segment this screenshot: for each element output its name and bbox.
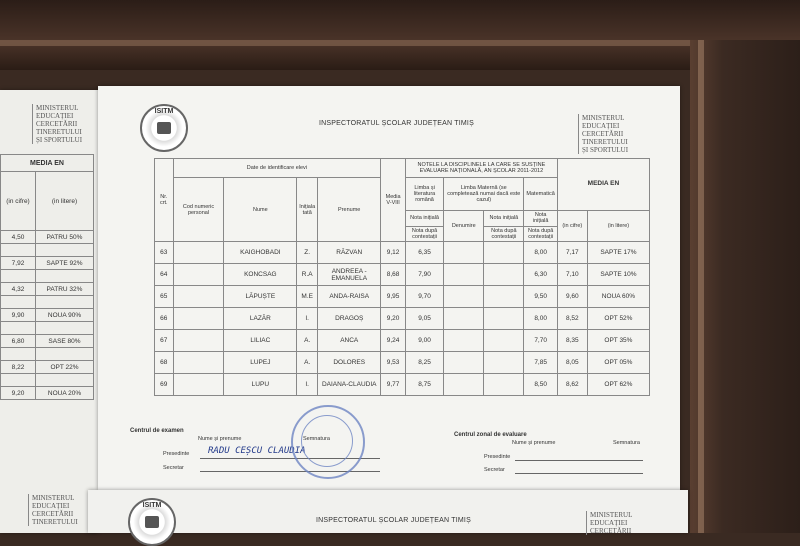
frame-rail [0,40,720,46]
cell-media: 9,95 [381,286,406,308]
cell-ro: 7,90 [405,264,443,286]
window-frame-top [0,0,800,70]
ministry-line: MINISTERUL [582,114,625,122]
cell-cifre: 8,35 [557,330,587,352]
official-stamp [291,405,365,479]
ministry-line: CERCETĂRII [32,510,74,518]
cell-media: 8,68 [381,264,406,286]
col-mat-init: Nota inițială [484,210,524,227]
table-row [155,242,650,264]
page-title: INSPECTORATUL ȘCOLAR JUDEȚEAN TIMIȘ [319,120,474,127]
cell-litere: NOUA 20% [36,387,94,400]
table-row [1,257,94,270]
cell-litere: SAPTE 10% [587,264,649,286]
ministry-line: CERCETĂRII [590,527,632,535]
cell-cifre: 8,05 [557,352,587,374]
col-mat-dupa: Nota după contestații [484,227,524,242]
cell-litere: OPT 62% [587,374,649,396]
ministry-line: TINERETULUI [582,138,628,146]
table-row [1,270,94,283]
cell-mate: 7,85 [524,352,557,374]
cell-media: 9,12 [381,242,406,264]
cell-litere: NOUA 90% [36,309,94,322]
cell-prenume: DAIANA-CLAUDIA [318,374,381,396]
cell-init: M.E [297,286,318,308]
left-sheet [0,90,98,533]
cell-mate: 9,50 [524,286,557,308]
ministry-line: MINISTERUL [32,494,75,502]
col-litere: (in litere) [587,210,649,242]
ministry-line: EDUCAȚIEI [582,122,620,130]
cell-cifre: 9,60 [557,286,587,308]
centru-examen-label: Centrul de examen [130,428,184,434]
col-cod: Cod numeric personal [173,178,224,242]
cell-init: A. [297,352,318,374]
table-row [1,387,94,400]
col-note: NOTELE LA DISCIPLINELE LA CARE SE SUSȚINE EVALUARE NAȚIONALĂ, AN ȘCOLAR 2011-2012 [405,159,557,178]
cell-nr: 63 [155,242,174,264]
cell-nume: LĂPUȘTE [224,286,297,308]
cell-nume: KAIGHOBADI [224,242,297,264]
col-media-en: MEDIA EN [557,159,649,211]
cell-nume: LUPEJ [224,352,297,374]
secretar-label-2: Secretar [484,467,505,473]
cell-litere: PATRU 50% [36,231,94,244]
left-media-title: MEDIA EN [1,155,94,172]
cell-mate: 8,50 [524,374,557,396]
cell-mate: 6,30 [524,264,557,286]
col-prenume: Prenume [318,178,381,242]
table-row [1,348,94,361]
col-denumire: Denumire [444,210,484,242]
cell-ro: 6,35 [405,242,443,264]
ministry-line: EDUCAȚIEI [590,519,628,527]
logo-label: ISITM [154,108,174,115]
table-row [1,296,94,309]
ministry-header-bottom [586,511,632,535]
col-nume: Nume [224,178,297,242]
col-media-v-viii: Media V-VIII [381,159,406,242]
ministry-line: TINERETULUI [36,128,82,136]
cell-cifre: 7,92 [1,257,36,270]
cell-cifre: 8,62 [557,374,587,396]
cell-litere: SASE 80% [36,335,94,348]
centru-zonal-label: Centrul zonal de evaluare [454,432,527,438]
cell-cifre: 6,80 [1,335,36,348]
left-col-litere: (in litere) [36,172,94,231]
cell-init: A. [297,330,318,352]
col-mate-dupa: Nota după contestații [524,227,557,242]
ministry-line: EDUCAȚIEI [36,112,74,120]
cell-cifre: 8,22 [1,361,36,374]
col-romana: Limba și literatura română [405,178,443,211]
stamp-inner [301,415,353,467]
cell-prenume: ANDA-RAISA [318,286,381,308]
left-col-cifre: (in cifre) [1,172,36,231]
signature-line [200,471,380,472]
cell-litere: NOUA 60% [587,286,649,308]
cell-init: I. [297,374,318,396]
cell-litere: PATRU 32% [36,283,94,296]
presedinte-label-2: Presedinte [484,454,511,460]
cell-ro: 9,00 [405,330,443,352]
signature-line [515,460,643,461]
window-frame-right [690,40,800,533]
book-icon [145,516,159,528]
table-row [1,231,94,244]
col-mate-init: Nota inițială [524,210,557,227]
cell-litere: OPT 52% [587,308,649,330]
signature-line [515,473,643,474]
nume-prenume-label-2: Nume și prenume [512,440,556,446]
table-row [1,244,94,257]
logo-label: ISITM [142,502,162,509]
book-icon [157,122,171,134]
cell-mate: 7,70 [524,330,557,352]
table-row [155,352,650,374]
ministry-line: ȘI SPORTULUI [582,146,629,154]
table-row [155,308,650,330]
cell-media: 9,53 [381,352,406,374]
table-row [1,283,94,296]
col-materna: Limba Maternă (se completează numai dacă este cazul) [444,178,524,211]
presedinte-label: Presedinte [163,451,190,457]
col-date-ident: Date de identificare elevi [173,159,381,178]
cell-cifre: 7,10 [557,264,587,286]
ministry-line: MINISTERUL [36,104,79,112]
cell-nume: LAZĂR [224,308,297,330]
cell-litere: OPT 35% [587,330,649,352]
col-nr: Nr. crt. [155,159,174,242]
isitm-logo [140,104,188,152]
cell-cifre: 7,17 [557,242,587,264]
cell-nr: 64 [155,264,174,286]
cell-cifre: 4,50 [1,231,36,244]
ministry-header [578,114,628,154]
semnatura-label-2: Semnatura [613,440,640,446]
cell-prenume: DOLORES [318,352,381,374]
cell-ro: 8,75 [405,374,443,396]
cell-nr: 68 [155,352,174,374]
cell-nume: KONCSAG [224,264,297,286]
table-row [155,264,650,286]
isitm-logo-bottom [128,498,176,546]
table-row [1,322,94,335]
col-ro-dupa: Nota după contestații [405,227,443,242]
cell-prenume: DRAGOȘ [318,308,381,330]
results-table [154,158,650,396]
table-row [1,335,94,348]
table-row [155,374,650,396]
secretar-label: Secretar [163,465,184,471]
frame-edge [698,40,704,533]
col-ro-init: Nota inițială [405,210,443,227]
table-row [155,330,650,352]
cell-nr: 67 [155,330,174,352]
cell-prenume: RĂZVAN [318,242,381,264]
cell-nr: 69 [155,374,174,396]
table-row [1,309,94,322]
cell-ro: 9,05 [405,308,443,330]
cell-init: R.A [297,264,318,286]
cell-mate: 8,00 [524,242,557,264]
cell-cifre: 9,90 [1,309,36,322]
cell-init: I. [297,308,318,330]
cell-cifre: 4,32 [1,283,36,296]
ministry-line: CERCETĂRII [36,120,78,128]
ministry-line: CERCETĂRII [582,130,624,138]
cell-litere: SAPTE 92% [36,257,94,270]
ministry-header-left [32,104,82,144]
ministry-line: EDUCAȚIEI [32,502,70,510]
cell-cifre: 8,52 [557,308,587,330]
table-row [155,286,650,308]
cell-nume: LUPU [224,374,297,396]
cell-prenume: ANCA [318,330,381,352]
cell-nr: 66 [155,308,174,330]
ministry-line: MINISTERUL [590,511,633,519]
left-media-table [0,154,94,400]
cell-litere: OPT 22% [36,361,94,374]
ministry-header-left-bottom [28,494,78,526]
cell-litere: OPT 05% [587,352,649,374]
table-row [1,361,94,374]
cell-mate: 8,00 [524,308,557,330]
col-matematica: Matematică [524,178,557,211]
handwritten-name: RADU CEȘCU CLAUDIA [208,446,306,456]
col-initiala: Inițiala tată [297,178,318,242]
cell-nume: LILIAC [224,330,297,352]
cell-ro: 9,70 [405,286,443,308]
cell-prenume: ANDREEA - EMANUELA [318,264,381,286]
semnatura-label: Semnatura [303,436,330,442]
ministry-line: ȘI SPORTULUI [36,136,83,144]
cell-media: 9,20 [381,308,406,330]
cell-nr: 65 [155,286,174,308]
cell-ro: 8,25 [405,352,443,374]
nume-prenume-label: Nume și prenume [198,436,242,442]
cell-media: 9,24 [381,330,406,352]
table-row [1,374,94,387]
cell-cifre: 9,20 [1,387,36,400]
cell-init: Z. [297,242,318,264]
cell-litere: SAPTE 17% [587,242,649,264]
page-title-bottom: INSPECTORATUL ȘCOLAR JUDEȚEAN TIMIȘ [316,517,471,524]
cell-media: 9,77 [381,374,406,396]
ministry-line: TINERETULUI [32,518,78,526]
col-cifre: (in cifre) [557,210,587,242]
